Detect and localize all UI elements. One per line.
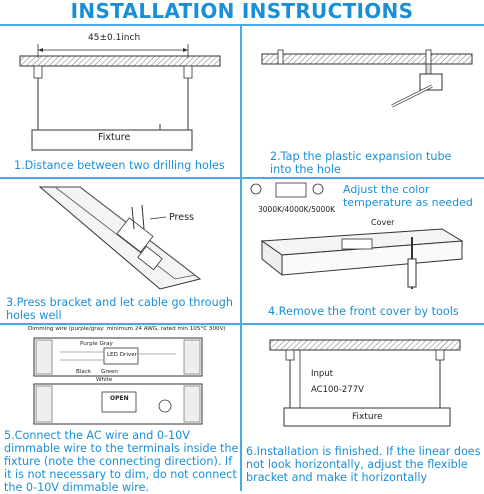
adjust-note: Adjust the color temperature as needed	[343, 183, 473, 209]
driver-label: LED Driver	[107, 352, 137, 358]
step-3-caption: 3.Press bracket and let cable go through holes well	[6, 296, 233, 322]
step-5-caption: 5.Connect the AC wire and 0-10V dimmable wire to the terminals inside the fixture (note the connecting direction). If it is not necessary to dim, do not connect the 0-10V dimmable wire.	[4, 429, 239, 494]
cct-label: 3000K/4000K/5000K	[258, 205, 336, 214]
white-label: White	[96, 377, 113, 383]
green-label: Green	[101, 369, 118, 375]
press-label: Press	[169, 212, 195, 223]
page-title: INSTALLATION INSTRUCTIONS	[70, 0, 414, 23]
cover-label: Cover	[371, 218, 395, 227]
wiring-diagram	[0, 334, 240, 426]
voltage-label: AC100-277V	[311, 385, 364, 395]
purple-gray-label: Purple Gray	[80, 341, 113, 347]
fixture-label: Fixture	[98, 132, 131, 143]
step-4-caption: 4.Remove the front cover by tools	[268, 305, 459, 318]
black-label: Black	[76, 369, 92, 375]
expansion-tube-illustration	[242, 24, 484, 152]
step-2-caption: 2.Tap the plastic expansion tube into the hole	[270, 150, 452, 176]
open-label: OPEN	[110, 395, 129, 402]
dimension-label: 45±0.1inch	[88, 33, 141, 43]
fixture-label-finished: Fixture	[352, 412, 383, 422]
input-label: Input	[311, 369, 334, 379]
wiring-note: Dimming wire (purple/gray: minimum 24 AWG, rated min 105°C 300V)	[28, 326, 226, 332]
step-1-caption: 1.Distance between two drilling holes	[14, 159, 225, 172]
divider	[0, 323, 484, 325]
step-6-caption: 6.Installation is finished. If the linear does not look horizontally, adjust the flexible bracket and make it horizontally	[246, 445, 481, 484]
bracket-press-illustration	[0, 179, 240, 291]
